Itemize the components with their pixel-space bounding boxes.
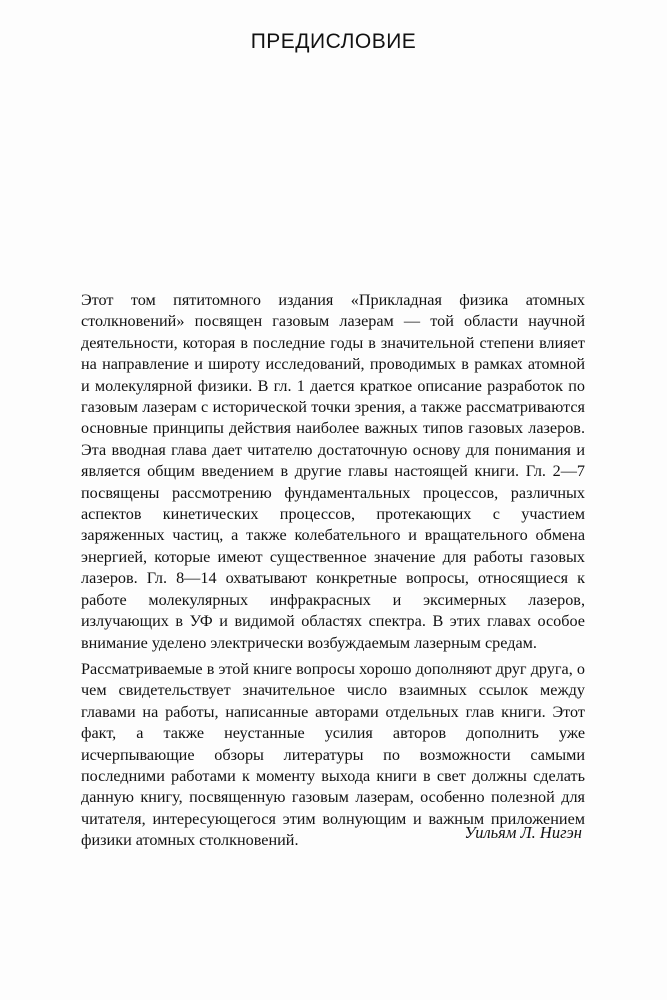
paragraph-2: Рассматриваемые в этой книге вопросы хорошо дополняют друг друга, о чем свидетельствует значительное число взаимных ссылок между главами на работы, написанные авторами отдельных глав книги. Этот факт, а также неустанные усилия авторов дополнить уже исчерпывающие обзоры литературы по возможности самыми последними работами к моменту выхода книги в свет должны сделать данную книгу, посвященную газовым лазерам, особенно полезной для читателя, интересующегося этим волнующим и важным приложением физики атомных столкновений. <box>81 659 585 850</box>
preface-body <box>81 290 585 852</box>
page-title: ПРЕДИСЛОВИЕ <box>250 30 417 53</box>
paragraph-1: Этот том пятитомного издания «Прикладная физика атомных столкновений» посвящен газовым лазерам — той области научной деятельности, которая в последние годы в значительной степени влияет на направление и широту исследований, проводимых в рамках атомной и молекулярной физики. В гл. 1 дается краткое описание разработок по газовым лазерам с исторической точки зрения, а также рассматриваются основные принципы действия наиболее важных типов газовых лазеров. Эта вводная глава дает читателю достаточную основу для понимания и является общим введением в другие главы настоящей книги. Гл. 2—7 посвящены рассмотрению фундаментальных процессов, различных аспектов кинетических процессов, протекающих с участием заряженных частиц, а также колебательного и вращательного обмена энергией, которые имеют существенное значение для работы газовых лазеров. Гл. 8—14 охватывают конкретные вопросы, относящиеся к работе молекулярных инфракрасных и эксимерных лазеров, излучающих в УФ и видимой областях спектра. В этих главах особое внимание уделено электрически возбуждаемым лазерным средам. <box>81 291 585 652</box>
author-signature: Уильям Л. Нигэн <box>464 823 582 842</box>
